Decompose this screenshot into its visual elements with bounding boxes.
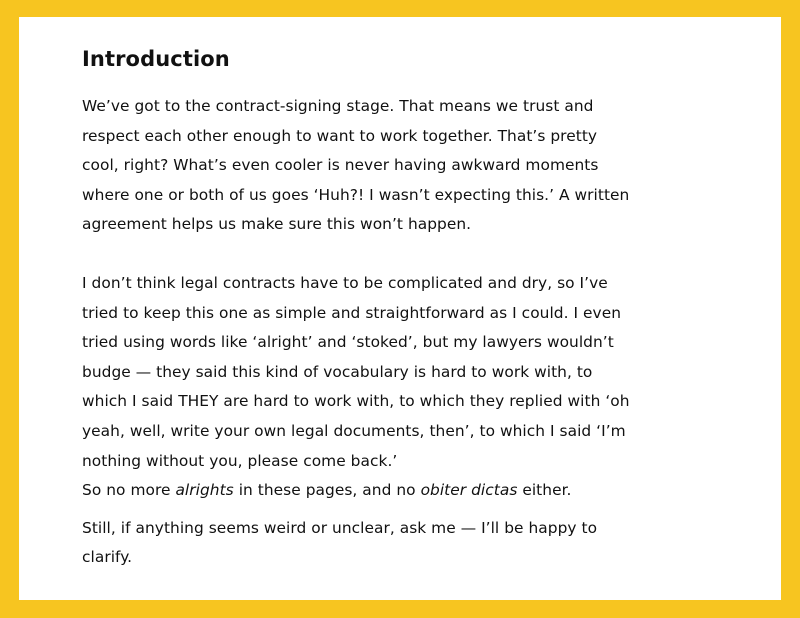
intro-paragraph-2 bbox=[82, 269, 781, 506]
text-line: tried using words like ‘alright’ and ‘stoked’, but my lawyers wouldn’t bbox=[82, 333, 614, 352]
text-line: respect each other enough to want to work together. That’s pretty bbox=[82, 126, 598, 145]
text-line: nothing without you, please come back.’ bbox=[82, 451, 398, 470]
section-heading: Introduction bbox=[82, 47, 230, 71]
emphasis-obiter-dictas: obiter dictas bbox=[420, 481, 518, 500]
intro-paragraph-1 bbox=[82, 92, 781, 240]
text-line: agreement helps us make sure this won’t happen. bbox=[82, 215, 472, 234]
closing-line bbox=[82, 476, 781, 506]
text-line: yeah, well, write your own legal documents, then’, to which I said ‘I’m bbox=[82, 421, 626, 440]
closing-text: either. bbox=[517, 481, 572, 500]
emphasis-alrights: alrights bbox=[175, 481, 234, 500]
text-line: I don’t think legal contracts have to be complicated and dry, so I’ve bbox=[82, 273, 608, 292]
closing-text: in these pages, and no bbox=[233, 481, 421, 500]
text-line: which I said THEY are hard to work with, to which they replied with ‘oh bbox=[82, 392, 630, 411]
text-line: where one or both of us goes ‘Huh?! I wasn’t expecting this.’ A written bbox=[82, 185, 630, 204]
document-page bbox=[19, 17, 781, 600]
closing-text: So no more bbox=[82, 481, 176, 500]
intro-paragraph-3 bbox=[82, 514, 781, 573]
paragraph-spacer bbox=[82, 240, 781, 269]
text-line: We’ve got to the contract-signing stage. That means we trust and bbox=[82, 97, 594, 115]
paragraph-spacer bbox=[82, 506, 781, 514]
text-line: Still, if anything seems weird or unclear, ask me — I’ll be happy to bbox=[82, 518, 598, 537]
text-line: budge — they said this kind of vocabulary is hard to work with, to bbox=[82, 362, 593, 381]
text-line: clarify. bbox=[82, 548, 133, 567]
text-line: tried to keep this one as simple and straightforward as I could. I even bbox=[82, 303, 622, 322]
text-line: cool, right? What’s even cooler is never having awkward moments bbox=[82, 156, 599, 175]
